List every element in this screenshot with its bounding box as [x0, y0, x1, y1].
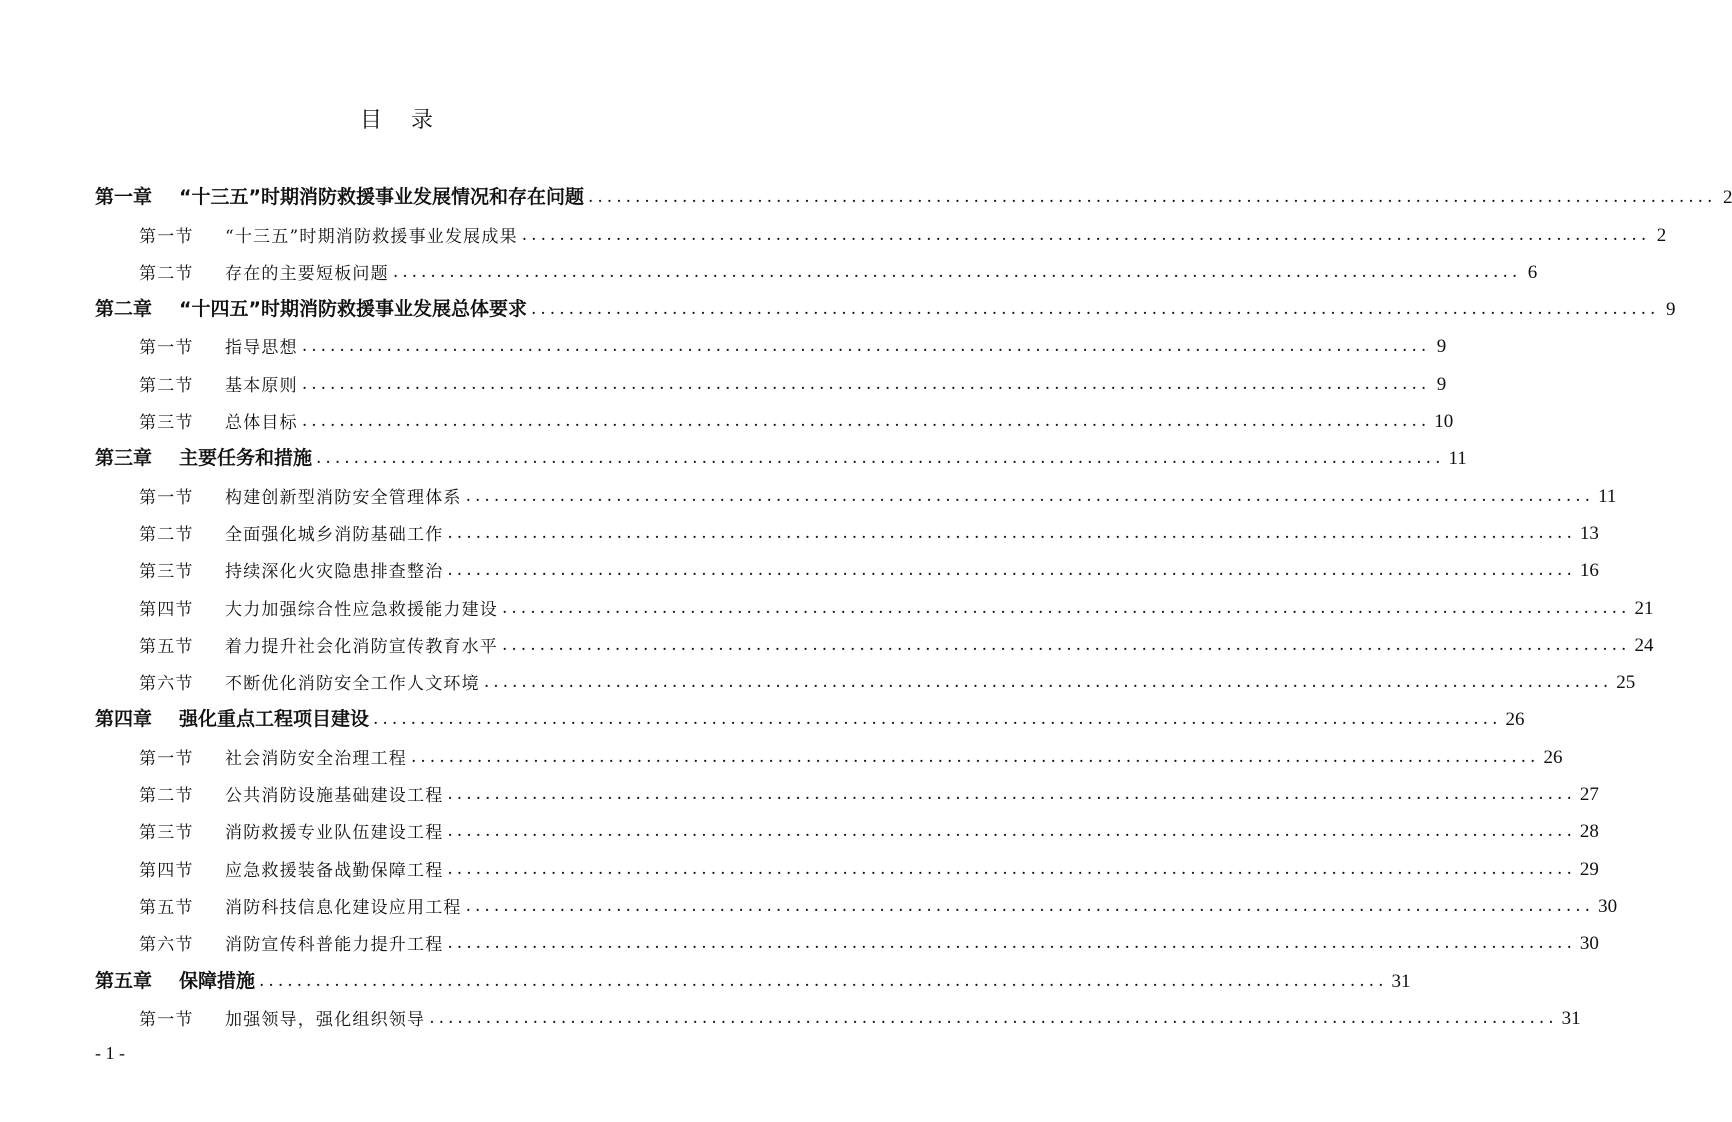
- section-title: “十三五”时期消防救援事业发展成果: [225, 226, 518, 247]
- chapter-number: 第二章: [95, 298, 153, 321]
- dot-leader: ........................................................................................................................: [447, 933, 1576, 954]
- dot-leader: ........................................................................................................................: [447, 821, 1576, 842]
- dot-leader: ........................................................................................................................: [502, 634, 1631, 655]
- section-title: 应急救援装备战勤保障工程: [225, 860, 444, 881]
- section-title: 大力加强综合性应急救援能力建设: [225, 599, 498, 620]
- dot-leader: ........................................................................................................................: [447, 560, 1576, 581]
- toc-section-entry[interactable]: [95, 731, 1563, 769]
- chapter-title: 强化重点工程项目建设: [179, 708, 370, 731]
- section-number: 第六节: [139, 935, 194, 956]
- dot-leader: ........................................................................................................................: [447, 522, 1576, 543]
- page-number: 6: [1527, 261, 1538, 283]
- toc-section-entry[interactable]: [95, 358, 1447, 396]
- dot-leader: ........................................................................................................................: [530, 299, 1660, 320]
- section-number: 第一节: [139, 226, 194, 247]
- section-number: 第一节: [139, 1009, 194, 1030]
- chapter-number: 第一章: [95, 186, 153, 209]
- page-number: 11: [1448, 448, 1467, 470]
- toc-section-entry[interactable]: [95, 918, 1599, 956]
- section-title: 社会消防安全治理工程: [225, 748, 407, 769]
- section-title: 消防宣传科普能力提升工程: [225, 935, 444, 956]
- chapter-title: “十三五”时期消防救援事业发展情况和存在问题: [179, 186, 584, 209]
- toc-chapter-entry[interactable]: [95, 694, 1525, 731]
- dot-leader: ........................................................................................................................: [301, 336, 1431, 357]
- dot-leader: ........................................................................................................................: [301, 373, 1431, 394]
- page-number: 28: [1579, 821, 1599, 843]
- toc-section-entry[interactable]: [95, 806, 1599, 844]
- page-number: 13: [1579, 522, 1599, 544]
- toc-section-entry[interactable]: [95, 843, 1599, 881]
- dot-leader: ........................................................................................................................: [483, 672, 1613, 693]
- toc-section-entry[interactable]: [95, 209, 1667, 247]
- page-number-footer: - 1 -: [95, 1043, 125, 1063]
- section-number: 第二节: [139, 524, 194, 545]
- dot-leader: ........................................................................................................................: [502, 597, 1631, 618]
- section-number: 第六节: [139, 674, 194, 695]
- section-title: 指导思想: [225, 338, 298, 359]
- dot-leader: ........................................................................................................................: [373, 709, 1502, 730]
- section-number: 第三节: [139, 562, 194, 583]
- table-of-contents: [95, 172, 1732, 1030]
- section-number: 第五节: [139, 897, 194, 918]
- chapter-number: 第五章: [95, 969, 153, 992]
- section-title: 消防科技信息化建设应用工程: [225, 897, 462, 918]
- dot-leader: ........................................................................................................................: [429, 1007, 1558, 1028]
- toc-section-entry[interactable]: [95, 582, 1654, 620]
- section-title: 存在的主要短板问题: [225, 263, 389, 284]
- section-number: 第二节: [139, 786, 194, 807]
- section-title: 着力提升社会化消防宣传教育水平: [225, 636, 498, 657]
- dot-leader: ........................................................................................................................: [465, 485, 1595, 506]
- toc-section-entry[interactable]: [95, 508, 1599, 545]
- dot-leader: ........................................................................................................................: [465, 895, 1595, 916]
- dot-leader: ........................................................................................................................: [447, 858, 1576, 879]
- section-number: 第一节: [139, 487, 194, 508]
- page-number: 31: [1561, 1007, 1581, 1029]
- toc-chapter-entry[interactable]: [95, 433, 1467, 470]
- section-number: 第五节: [139, 636, 194, 657]
- toc-section-entry[interactable]: [95, 993, 1581, 1030]
- section-number: 第三节: [139, 413, 194, 434]
- page-number: 21: [1634, 597, 1654, 619]
- toc-section-entry[interactable]: [95, 545, 1599, 583]
- toc-section-entry[interactable]: [95, 620, 1654, 657]
- page-number: 24: [1634, 634, 1654, 656]
- section-number: 第四节: [139, 599, 194, 620]
- toc-chapter-entry[interactable]: [95, 284, 1676, 321]
- chapter-title: 主要任务和措施: [179, 447, 313, 470]
- chapter-number: 第四章: [95, 708, 153, 731]
- dot-leader: ........................................................................................................................: [587, 187, 1717, 208]
- section-title: 总体目标: [225, 413, 298, 434]
- toc-section-entry[interactable]: [95, 657, 1636, 695]
- section-number: 第二节: [139, 263, 194, 284]
- dot-leader: ........................................................................................................................: [521, 224, 1651, 245]
- page-number: 9: [1436, 336, 1447, 358]
- section-title: 加强领导，强化组织领导: [225, 1009, 426, 1030]
- section-title: 消防救援专业队伍建设工程: [225, 823, 444, 844]
- dot-leader: ........................................................................................................................: [411, 746, 1540, 767]
- toc-section-entry[interactable]: [95, 321, 1447, 359]
- dot-leader: ........................................................................................................................: [301, 411, 1431, 432]
- section-title: 持续深化火灾隐患排查整治: [225, 562, 444, 583]
- section-title: 不断优化消防安全工作人文环境: [225, 674, 480, 695]
- toc-section-entry[interactable]: [95, 396, 1454, 434]
- section-number: 第四节: [139, 860, 194, 881]
- page-number: 30: [1579, 933, 1599, 955]
- page-number: 26: [1505, 709, 1525, 731]
- page-number: 2: [1722, 187, 1732, 209]
- chapter-title: 保障措施: [179, 969, 256, 992]
- section-title: 基本原则: [225, 375, 298, 396]
- page-number: 26: [1543, 746, 1563, 768]
- toc-section-entry[interactable]: [95, 881, 1618, 918]
- toc-section-entry[interactable]: [95, 470, 1617, 508]
- dot-leader: ........................................................................................................................: [316, 448, 1445, 469]
- section-number: 第三节: [139, 823, 194, 844]
- section-title: 全面强化城乡消防基础工作: [225, 524, 444, 545]
- chapter-number: 第三章: [95, 447, 153, 470]
- page-number: 2: [1656, 224, 1667, 246]
- chapter-title: “十四五”时期消防救援事业发展总体要求: [179, 298, 527, 321]
- dot-leader: ........................................................................................................................: [259, 970, 1388, 991]
- section-number: 第二节: [139, 375, 194, 396]
- page-number: 9: [1436, 373, 1447, 395]
- page-number: 11: [1598, 485, 1617, 507]
- page-number: 29: [1579, 858, 1599, 880]
- page-number: 25: [1616, 672, 1636, 694]
- page-title: 目 录: [360, 108, 444, 133]
- page-number: 10: [1434, 411, 1454, 433]
- page-number: 27: [1579, 784, 1599, 806]
- section-number: 第一节: [139, 748, 194, 769]
- toc-chapter-entry[interactable]: [95, 172, 1732, 209]
- page-number: 31: [1391, 970, 1411, 992]
- toc-section-entry[interactable]: [95, 247, 1538, 284]
- dot-leader: ........................................................................................................................: [392, 261, 1522, 282]
- section-title: 构建创新型消防安全管理体系: [225, 487, 462, 508]
- page-number: 9: [1665, 299, 1676, 321]
- page-number: 16: [1579, 560, 1599, 582]
- section-title: 公共消防设施基础建设工程: [225, 786, 444, 807]
- toc-chapter-entry[interactable]: [95, 955, 1411, 992]
- section-number: 第一节: [139, 338, 194, 359]
- page-number: 30: [1598, 895, 1618, 917]
- dot-leader: ........................................................................................................................: [447, 784, 1576, 805]
- toc-section-entry[interactable]: [95, 769, 1599, 807]
